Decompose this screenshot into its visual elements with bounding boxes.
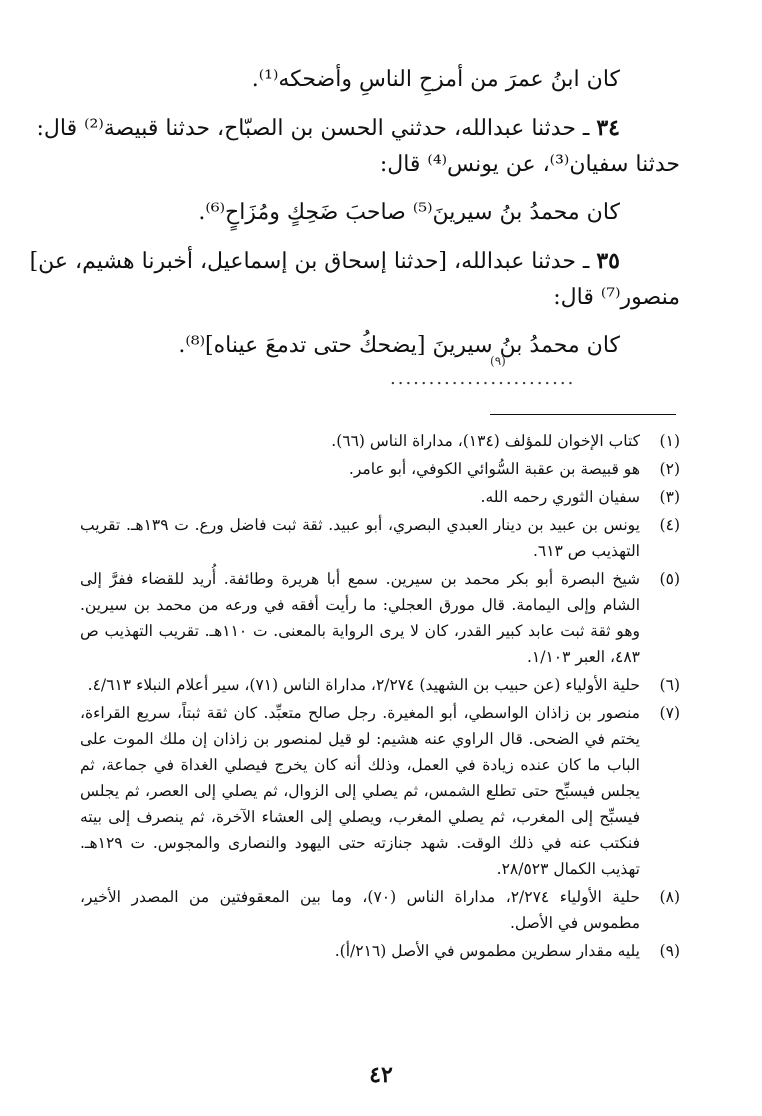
footnote-text: شيخ البصرة أبو بكر محمد بن سيرين. سمع أبا هريرة وطائفة. أُريد للقضاء ففرَّ إلى الشام وإلى اليمامة. قال مورق العجلي: ما رأيت أفقه في ورعه من محمد بن سيرين. وهو ثقة ثبت عابد كبير القدر، كان لا يرى الرواية بالمعنى. ت ١١٠هـ. تقريب التهذيب ص ٤٨٣، العبر ١/١٠٣. [80,570,640,666]
footnote-number: (٧) [659,704,680,722]
footnote-number: (٥) [659,570,680,588]
hadith-number: ٣٤ [596,115,620,141]
footnote-number: (٨) [659,888,680,906]
footnote-text: يليه مقدار سطرين مطموس في الأصل (٢١٦/أ). [334,942,640,960]
main-text [29,62,680,389]
footnote-separator [490,414,676,415]
footnote-text: حلية الأولياء ٢/٢٧٤، مداراة الناس (٧٠)، وما بين المعقوفتين من المصدر الأخير، مطموس في الأصل. [80,888,641,932]
hadith-number: ٣٥ [596,248,620,274]
footnote [80,456,680,482]
footnote-number: (٣) [659,488,680,506]
footnotes [80,428,680,966]
footnote [80,428,680,454]
footnote-marker: (٩) [490,354,506,368]
footnote [80,512,680,564]
page-number: ٤٢ [369,1062,393,1088]
footnote-text: حلية الأولياء (عن حبيب بن الشهيد) ٢/٢٧٤، مداراة الناس (٧١)، سير أعلام النبلاء ٤/٦١٣. [87,676,640,694]
hadith-35-line-3: كان محمدُ بنُ سيرينَ [يضحكُ حتى تدمعَ عيناه]⁽⁸⁾. [178,333,620,358]
footnote [80,484,680,510]
footnote-text: منصور بن زاذان الواسطي، أبو المغيرة. رجل صالح متعبِّد. كان ثقة ثبتاً، سريع القراءة، يختم في الضحى. قال الراوي عنه هشيم: لو قيل لمنصور بن زاذان إن ملك الموت على الباب ما كان عنده زيادة في العمل، وذلك أنه كان يخرج فيصلي الغداة في جماعة، ثم يجلس فيسبِّح حتى تطلع الشمس، ثم يصلي إلى الزوال، ثم يصلي إلى العصر، ثم يجلس فيسبِّح إلى المغرب، ثم يصلي المغرب، ويصلي إلى العشاء الآخرة، ثم ينصرف إلى بيته فنكتب عنه في ذلك الوقت. شهد جنازته حتى اليهود والنصارى والمجوس. ت ١٢٩هـ. تهذيب الكمال ٢٨/٥٢٣. [80,704,640,878]
hadith-34-line-3: كان محمدُ بنُ سيرينَ⁽⁵⁾ صاحبَ ضَحِكٍ ومُزَاحٍ⁽⁶⁾. [198,200,620,225]
footnote-number: (٦) [659,676,680,694]
footnote [80,566,680,670]
footnote-text: يونس بن عبيد بن دينار العبدي البصري، أبو عبيد. ثقة ثبت فاضل ورع. ت ١٣٩هـ. تقريب التهذيب ص ٦١٣. [80,516,640,560]
hadith-34-line-1: ٣٤ ـ حدثنا عبدالله، حدثني الحسن بن الصبّاح، حدثنا قبيصة⁽²⁾ قال: [36,115,620,141]
hadith-34-line-2: حدثنا سفيان⁽³⁾، عن يونس⁽⁴⁾ قال: [379,152,680,177]
text-line: كان ابنُ عمرَ من أمزحِ الناسِ وأضحكه⁽¹⁾. [251,67,620,92]
footnote-text: هو قبيصة بن عقبة السُّوائي الكوفي، أبو عامر. [348,460,640,478]
footnote [80,884,680,936]
footnote-text: كتاب الإخوان للمؤلف (١٣٤)، مداراة الناس (٦٦). [331,432,640,450]
footnote-text: سفيان الثوري رحمه الله. [480,488,640,506]
hadith-35-line-2: منصور⁽⁷⁾ قال: [553,285,680,310]
footnote [80,938,680,964]
footnote-number: (١) [659,432,680,450]
footnote [80,700,680,882]
footnote-number: (٤) [659,516,680,534]
omission-dots: (٩) ........................ [390,354,576,389]
hadith-35-line-1: ٣٥ ـ حدثنا عبدالله، [حدثنا إسحاق بن إسماعيل، أخبرنا هشيم، عن] [29,248,620,274]
footnote-number: (٩) [659,942,680,960]
footnote [80,672,680,698]
footnote-number: (٢) [659,460,680,478]
